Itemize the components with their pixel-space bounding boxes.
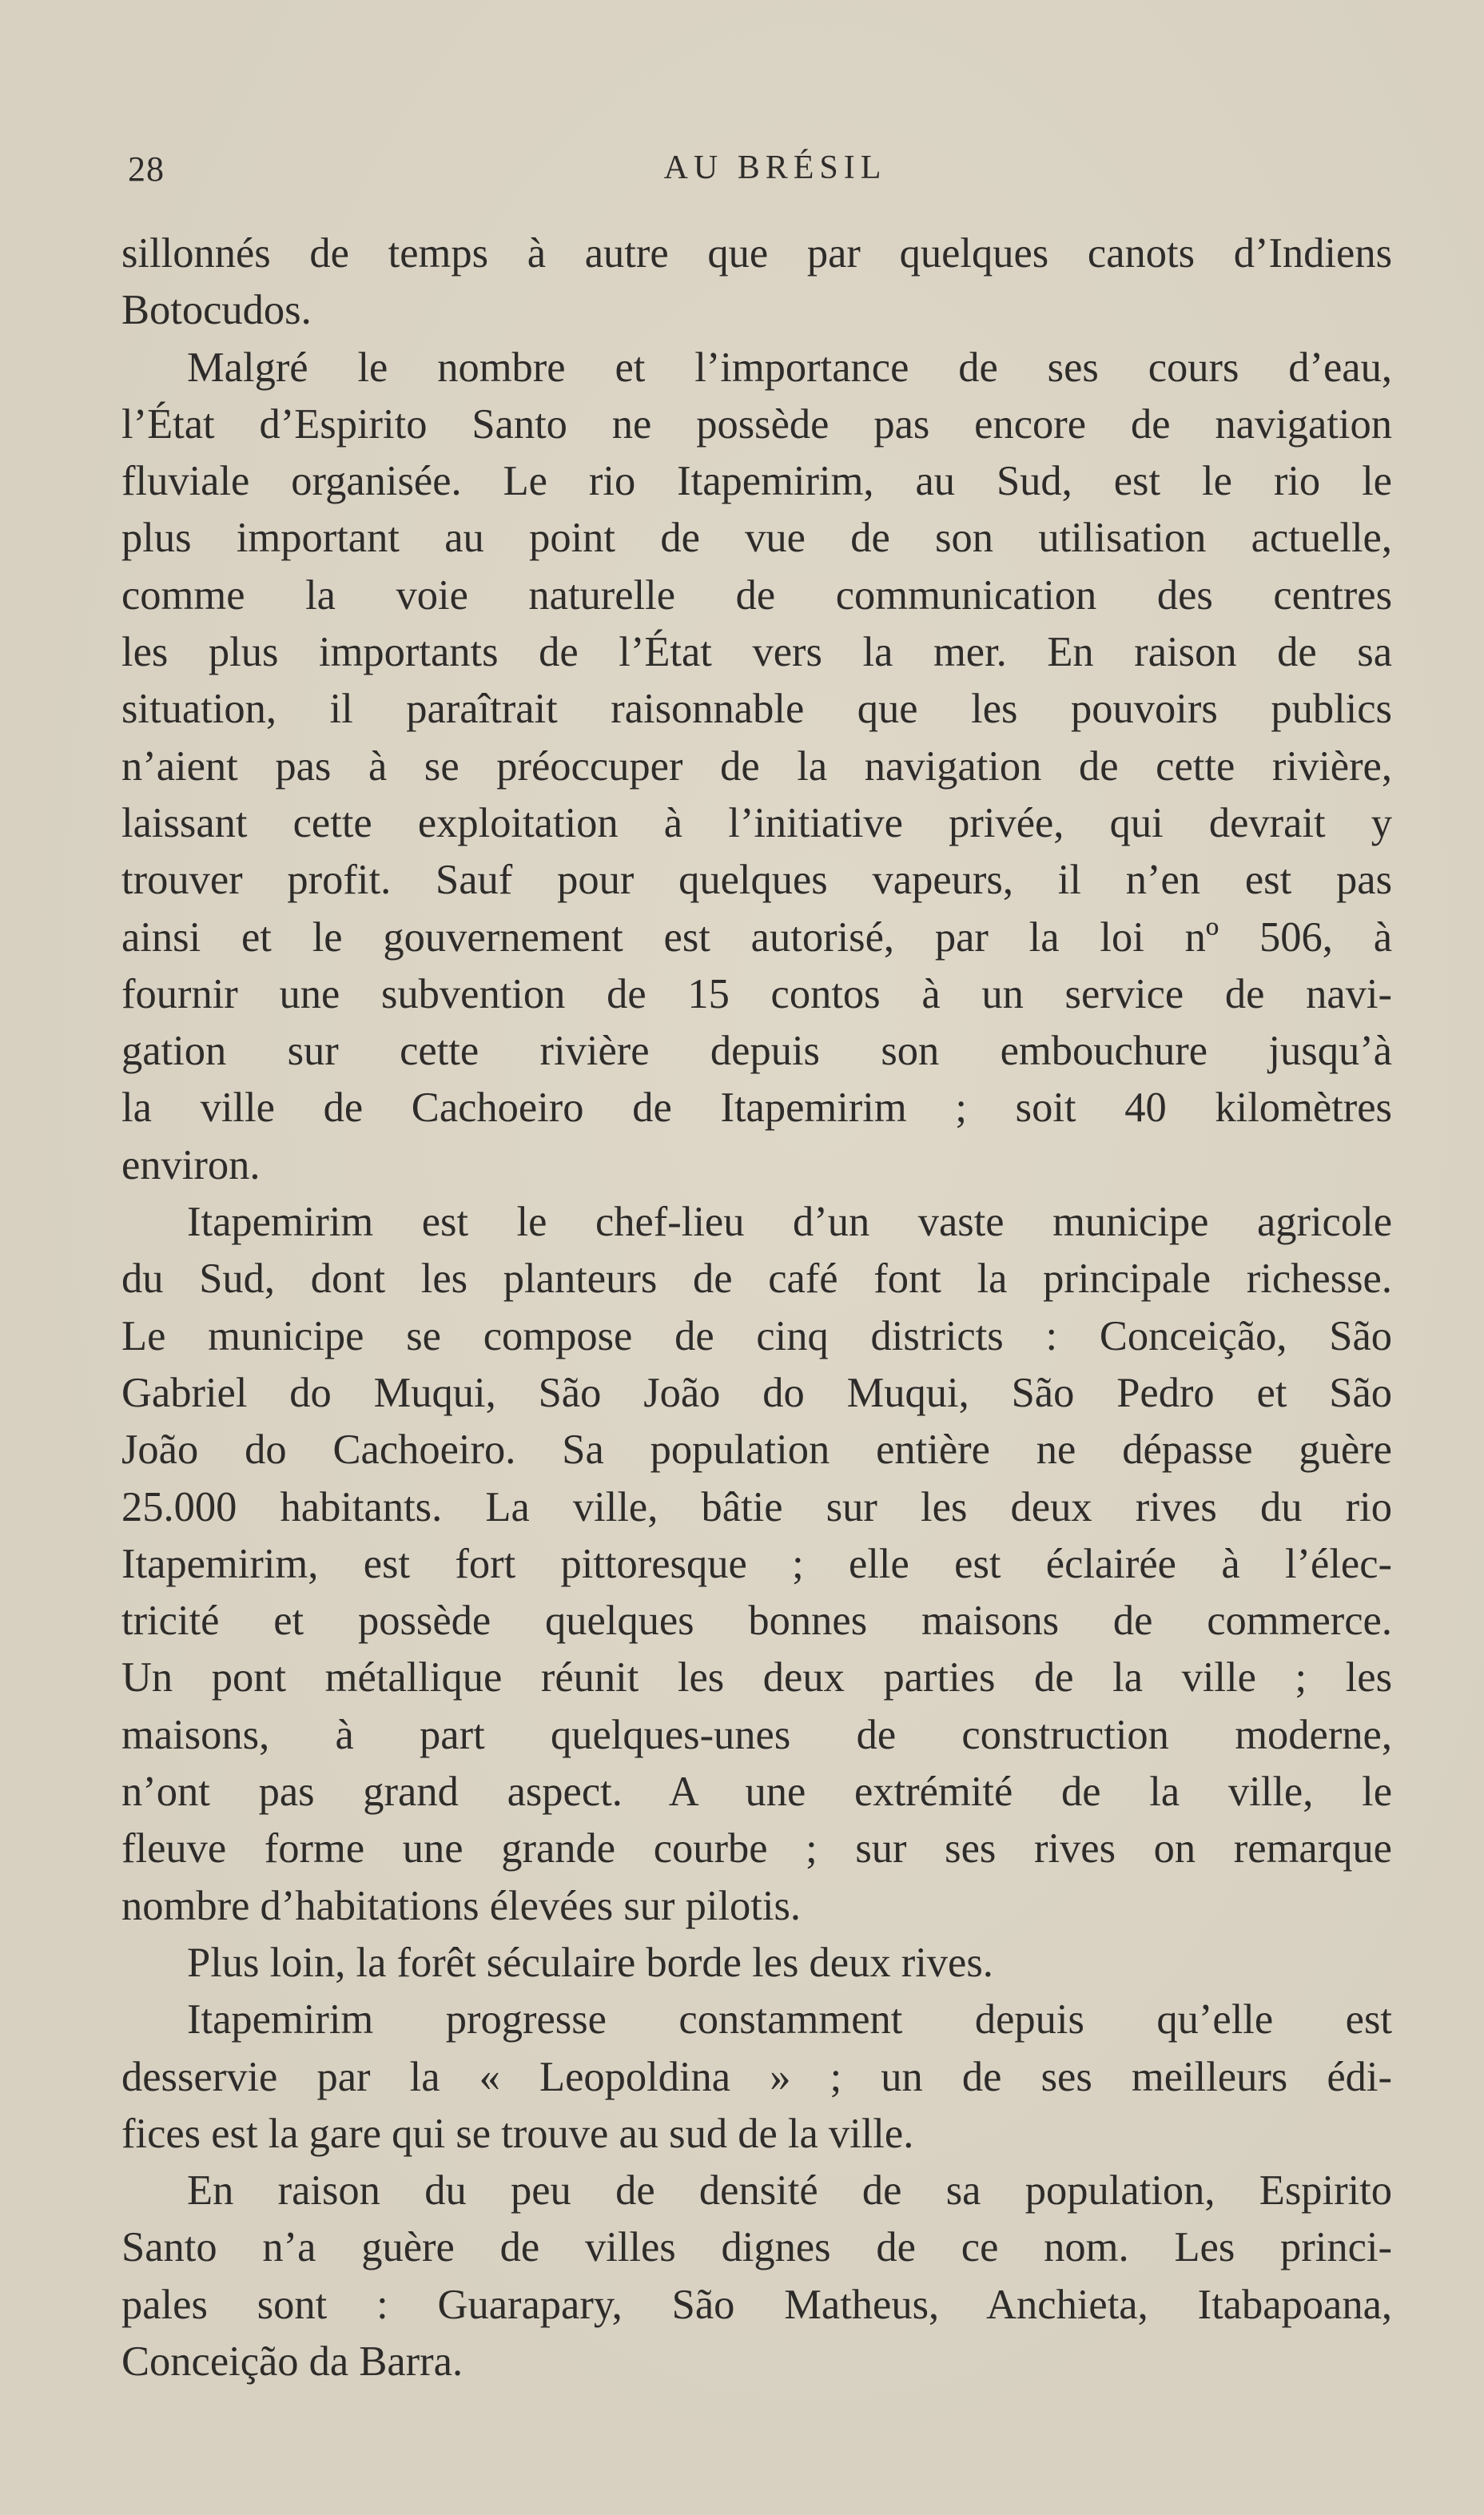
body-text: [121, 225, 1392, 2390]
text-line: ainsi et le gouvernement est autorisé, par la loi nº 506, à: [121, 913, 1392, 961]
text-line: Conceição da Barra.: [121, 2338, 464, 2385]
text-line: fournir une subvention de 15 contos à un service de navi-: [121, 970, 1392, 1017]
text-line: Botocudos.: [121, 287, 312, 334]
text-line: comme la voie naturelle de communication des centres: [121, 571, 1392, 619]
text-line: pales sont : Guarapary, São Matheus, Anchieta, Itabapoana,: [121, 2281, 1392, 2328]
text-line: laissant cette exploitation à l’initiative privée, qui devrait y: [121, 799, 1392, 846]
text-line: nombre d’habitations élevées sur pilotis.: [121, 1882, 802, 1929]
page-header: [128, 149, 1391, 197]
text-line: n’ont pas grand aspect. A une extrémité de la ville, le: [121, 1769, 1392, 1816]
text-line: fluviale organisée. Le rio Itapemirim, au Sud, est le rio le: [121, 458, 1392, 505]
text-line: Plus loin, la forêt séculaire borde les deux rives.: [187, 1939, 993, 1986]
text-line: 25.000 habitants. La ville, bâtie sur les deux rives du rio: [121, 1483, 1392, 1530]
text-line: du Sud, dont les planteurs de café font la principale richesse.: [121, 1256, 1392, 1303]
text-line: fleuve forme une grande courbe ; sur ses rives on remarque: [121, 1825, 1392, 1872]
running-title: AU BRÉSIL: [663, 149, 887, 186]
text-line: la ville de Cachoeiro de Itapemirim ; soit 40 kilomètres: [121, 1084, 1392, 1132]
text-line: Santo n’a guère de villes dignes de ce nom. Les princi-: [121, 2224, 1392, 2271]
text-line: João do Cachoeiro. Sa population entière ne dépasse guère: [121, 1427, 1392, 1474]
text-line: les plus importants de l’État vers la mer. En raison de sa: [121, 629, 1392, 676]
text-line: plus important au point de vue de son utilisation actuelle,: [121, 515, 1392, 562]
text-line: Le municipe se compose de cinq districts : Conceição, São: [121, 1312, 1392, 1359]
text-line: trouver profit. Sauf pour quelques vapeurs, il n’en est pas: [121, 857, 1392, 904]
text-line: l’État d’Espirito Santo ne possède pas encore de navigation: [121, 400, 1392, 448]
text-line: fices est la gare qui se trouve au sud de la ville.: [121, 2110, 914, 2157]
text-line: Itapemirim, est fort pittoresque ; elle est éclairée à l’élec-: [121, 1540, 1392, 1587]
text-line: situation, il paraîtrait raisonnable que les pouvoirs publics: [121, 686, 1392, 733]
text-line: Itapemirim progresse constamment depuis qu’elle est: [187, 1996, 1392, 2043]
text-line: Malgré le nombre et l’importance de ses cours d’eau,: [187, 344, 1392, 391]
text-line: n’aient pas à se préoccuper de la navigation de cette rivière,: [121, 742, 1392, 790]
text-line: environ.: [121, 1141, 261, 1188]
text-line: Gabriel do Muqui, São João do Muqui, São Pedro et São: [121, 1369, 1392, 1416]
page-number: 28: [128, 149, 165, 189]
text-line: maisons, à part quelques-unes de construction moderne,: [121, 1711, 1392, 1758]
text-line: sillonnés de temps à autre que par quelques canots d’Indiens: [121, 230, 1392, 277]
text-line: tricité et possède quelques bonnes maisons de commerce.: [121, 1598, 1392, 1645]
text-line: En raison du peu de densité de sa population, Espirito: [187, 2167, 1392, 2215]
text-line: gation sur cette rivière depuis son embouchure jusqu’à: [121, 1028, 1392, 1075]
text-line: Un pont métallique réunit les deux parties de la ville ; les: [121, 1654, 1392, 1701]
text-line: desservie par la « Leopoldina » ; un de ses meilleurs édi-: [121, 2053, 1392, 2100]
text-line: Itapemirim est le chef-lieu d’un vaste municipe agricole: [187, 1199, 1392, 1246]
